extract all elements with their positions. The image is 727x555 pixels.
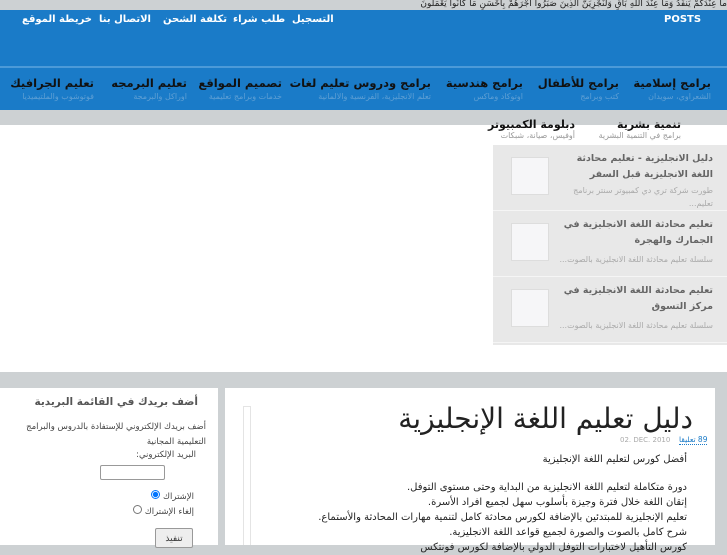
article-body [318, 480, 687, 555]
nav-item-computer-diploma[interactable]: دبلومة الكمبيوتر أوفيس، صيانة، شبكات [488, 118, 575, 140]
email-input[interactable] [100, 465, 165, 480]
post-thumbnail[interactable] [511, 289, 549, 327]
popular-post[interactable] [493, 277, 727, 343]
nav-item-kids[interactable]: برامج للأطفال كتب وبرامج [537, 76, 619, 101]
nav-item-web-design[interactable]: تصميم المواقع خدمات وبرامج تعليمية [198, 76, 282, 101]
post-title[interactable]: دليل الانجليزية - تعليم محادثة اللغة الانجليزية قبل السفر [576, 153, 713, 180]
shipping-link[interactable]: تكلفة الشحن [163, 14, 227, 25]
subscribe-label: الإشتراك [163, 492, 194, 502]
top-verse: ما عِنْدَكُمْ يَنفَدُ وَمَا عِنْدَ اللَّهِ بَاقٍ وَلَنَجْزِيَنَّ الَّذِينَ صَبَرُوا أَجْرَهُمْ بِأَحْسَنِ مَا كَانُوا يَعْمَلُونَ [420, 0, 727, 9]
email-label: البريد الإلكتروني: [136, 450, 196, 460]
nav-item-islamic[interactable]: برامج إسلامية الشعراوي، سويدان [633, 76, 711, 101]
subscribe-option[interactable] [151, 490, 194, 502]
subscribe-radio[interactable] [151, 490, 160, 499]
posts-link[interactable]: POSTS [664, 14, 702, 25]
nav-item-human-development[interactable]: تنمية بشرية برامج في التنمية البشرية [598, 118, 681, 140]
nav-item-engineering[interactable]: برامج هندسية اوتوكاد وماكس [445, 76, 523, 101]
article-line: كورس التأهيل لاختبارات التوفل الدولي بالإضافة لكورس فونتكس [420, 542, 687, 553]
contact-link[interactable]: الاتصال بنا [99, 14, 151, 25]
unsubscribe-label: إلغاء الإشتراك [144, 507, 194, 517]
newsletter-widget [0, 388, 218, 545]
nav-item-languages[interactable]: برامج ودروس تعليم لغات تعلم الانجليزية، الفرنسية والالمانية [289, 76, 431, 101]
article-line: شرح كامل بالصوت والصورة لجميع قواعد اللغة الانجليزية. [449, 527, 687, 538]
article-line: دورة متكاملة لتعليم اللغة الانجليزية من البداية وحتى مستوى التوفل. [406, 482, 687, 493]
unsubscribe-option[interactable] [133, 505, 194, 517]
post-excerpt: طورت شركة تري دي كمبيوتر سنتر برنامج تعليم... [573, 186, 713, 208]
article-side-frame [243, 406, 251, 545]
post-title[interactable]: تعليم محادثة اللغة الانجليزية في الجمارك والهجرة [563, 219, 713, 246]
order-link[interactable]: طلب شراء [233, 14, 286, 25]
widget-title: أضف بريدك في القائمة البريدية [34, 396, 198, 408]
post-thumbnail[interactable] [511, 223, 549, 261]
article-title[interactable]: دليل تعليم اللغة الإنجليزية [398, 402, 693, 435]
unsubscribe-radio[interactable] [133, 505, 142, 514]
article-intro: أفضل كورس لتعليم اللغة الإنجليزية [542, 454, 687, 465]
popular-post[interactable] [493, 211, 727, 277]
article-date: 02. DEC. 2010 [620, 436, 671, 444]
widget-description: أضف بريدك الإلكتروني للإستفادة بالدروس والبرامج التعليمية المجانية [26, 422, 206, 447]
sitemap-link[interactable]: خريطة الموقع [22, 14, 93, 25]
comments-link[interactable]: 89 تعليقا [679, 435, 708, 444]
header-divider [0, 66, 727, 68]
popular-post[interactable] [493, 145, 727, 211]
article-line: إتقان اللغة خلال فترة وجيزة بأسلوب سهل لجميع افراد الأسرة. [427, 497, 687, 508]
post-excerpt: سلسلة تعليم محادثة اللغة الانجليزية بالصوت... [559, 321, 713, 330]
nav-item-programming[interactable]: تعليم البرمجه اوراكل والبرمجة [111, 76, 187, 101]
article-line: تعليم الإنجليزية للمبتدئين بالإضافة لكورس محادثة كامل لتنمية مهارات المحادثة والأستماع. [318, 512, 687, 523]
register-link[interactable]: التسجيل [292, 14, 334, 25]
post-excerpt: سلسلة تعليم محادثة اللغة الانجليزية بالصوت... [559, 255, 713, 264]
article [225, 388, 715, 553]
nav-item-graphics[interactable]: تعليم الجرافيك فوتوشوب والملتيميديا [10, 76, 94, 101]
post-title[interactable]: تعليم محادثة اللغة الانجليزية في مركز التسوق [563, 285, 713, 312]
popular-posts [493, 145, 727, 345]
submit-button[interactable]: تنفيذ [155, 528, 193, 548]
post-thumbnail[interactable] [511, 157, 549, 195]
